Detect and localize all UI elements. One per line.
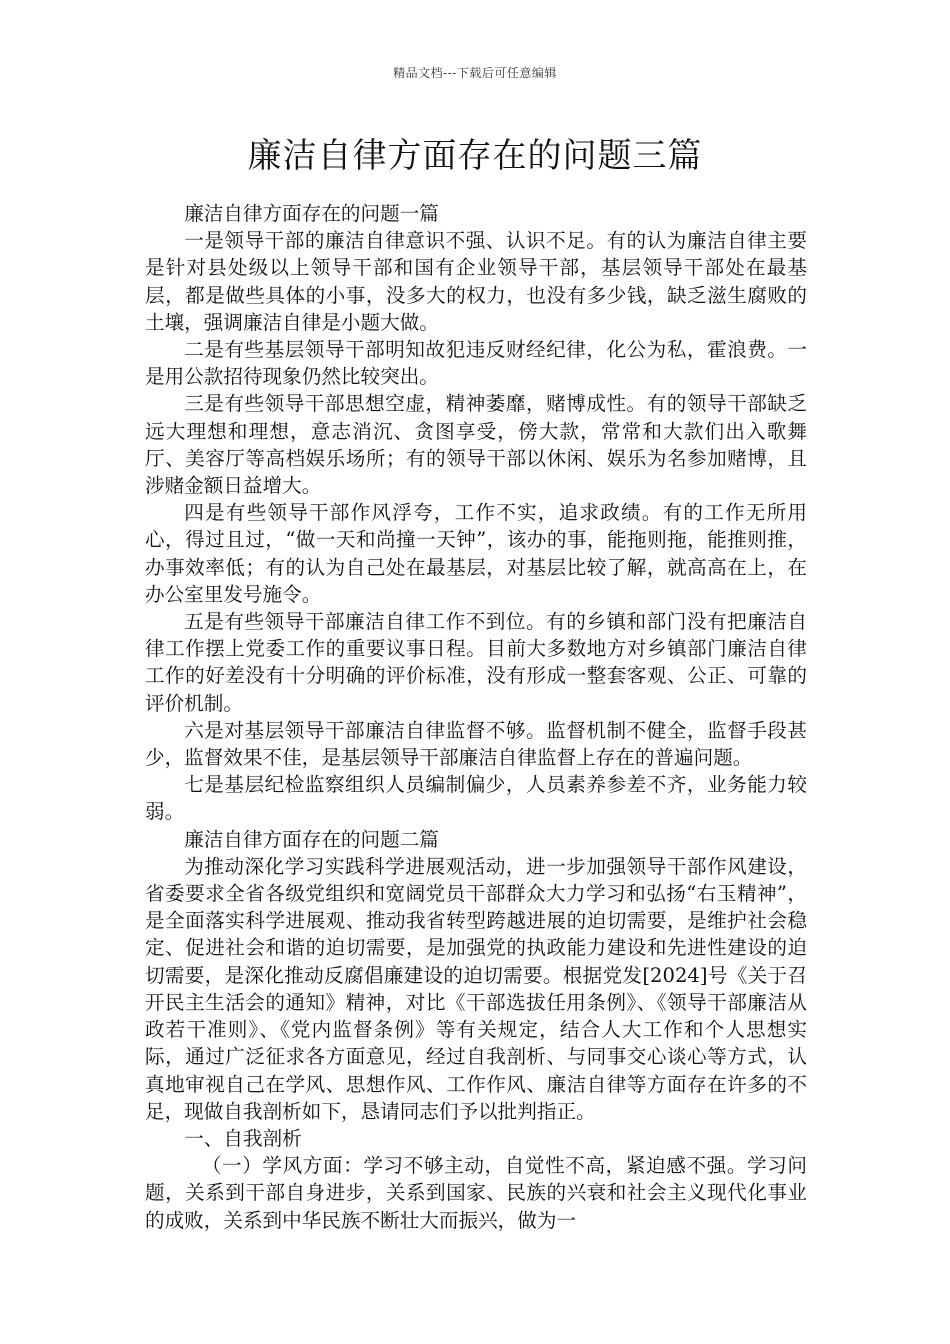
- document-title: 廉洁自律方面存在的问题三篇: [247, 136, 703, 176]
- paragraph: 为推动深化学习实践科学进展观活动，进一步加强领导干部作风建设，省委要求全省各级党组织和宽阔党员干部群众大力学习和弘扬“右玉精神”，是全面落实科学进展观、推动我省转型跨越进展的迫切需要，是维护社会稳定、促进社会和谐的迫切需要，是加强党的执政能力建设和先进性建设的迫切需要，是深化推动反腐倡廉建设的迫切需要。根据党发[2024]号《关于召开民主生活会的通知》精神，对比《干部选拔任用条例》、《领导干部廉洁从政若干准则》、《党内监督条例》等有关规定，结合人大工作和个人思想实际，通过广泛征求各方面意见，经过自我剖析、与同事交心谈心等方式，认真地审视自己在学风、思想作风、工作作风、廉洁自律等方面存在许多的不足，现做自我剖析如下，恳请同志们予以批判指正。: [145, 854, 807, 1123]
- paragraph: 二是有些基层领导干部明知故犯违反财经纪律，化公为私，霍浪费。一是用公款招待现象仍然比较突出。: [145, 338, 807, 389]
- paragraph: 四是有些领导干部作风浮夸，工作不实，追求政绩。有的工作无所用心，得过且过，“做一天和尚撞一天钟”，该办的事，能拖则拖，能推则推，办事效率低；有的认为自己处在最基层，对基层比较了解，就高高在上，在办公室里发号施令。: [145, 501, 807, 606]
- subsection-heading: 一、自我剖析: [184, 1126, 302, 1150]
- paragraph: 五是有些领导干部廉洁自律工作不到位。有的乡镇和部门没有把廉洁自律工作摆上党委工作的重要议事日程。目前大多数地方对乡镇部门廉洁自律工作的好差没有十分明确的评价标准，没有形成一整套客观、公正、可靠的评价机制。: [145, 610, 807, 715]
- paragraph: 一是领导干部的廉洁自律意识不强、认识不足。有的认为廉洁自律主要是针对县处级以上领导干部和国有企业领导干部，基层领导干部处在最基层，都是做些具体的小事，没多大的权力，也没有多少钱，缺乏滋生腐败的土壤，强调廉洁自律是小题大做。: [145, 229, 807, 334]
- paragraph: 七是基层纪检监察组织人员编制偏少，人员素养参差不齐，业务能力较弱。: [145, 773, 807, 824]
- paragraph: （一）学风方面：学习不够主动，自觉性不高，紧迫感不强。学习问题，关系到干部自身进步，关系到国家、民族的兴衰和社会主义现代化事业的成败，关系到中华民族不断壮大而振兴，做为一: [145, 1154, 807, 1232]
- section-heading-2: 廉洁自律方面存在的问题二篇: [184, 827, 439, 851]
- section-heading-1: 廉洁自律方面存在的问题一篇: [184, 202, 439, 225]
- document-body: [145, 200, 807, 1234]
- paragraph: 三是有些领导干部思想空虚，精神萎靡，赌博成性。有的领导干部缺乏远大理想和理想，意志消沉、贪图享受，傍大款，常常和大款们出入歌舞厅、美容厅等高档娱乐场所；有的领导干部以休闲、娱乐为名参加赌博，且涉赌金额日益增大。: [145, 392, 807, 498]
- page-header: 精品文档---下载后可任意编辑: [393, 66, 557, 80]
- paragraph: 六是对基层领导干部廉洁自律监督不够。监督机制不健全，监督手段甚少，监督效果不佳，是基层领导干部廉洁自律监督上存在的普遍问题。: [145, 718, 807, 770]
